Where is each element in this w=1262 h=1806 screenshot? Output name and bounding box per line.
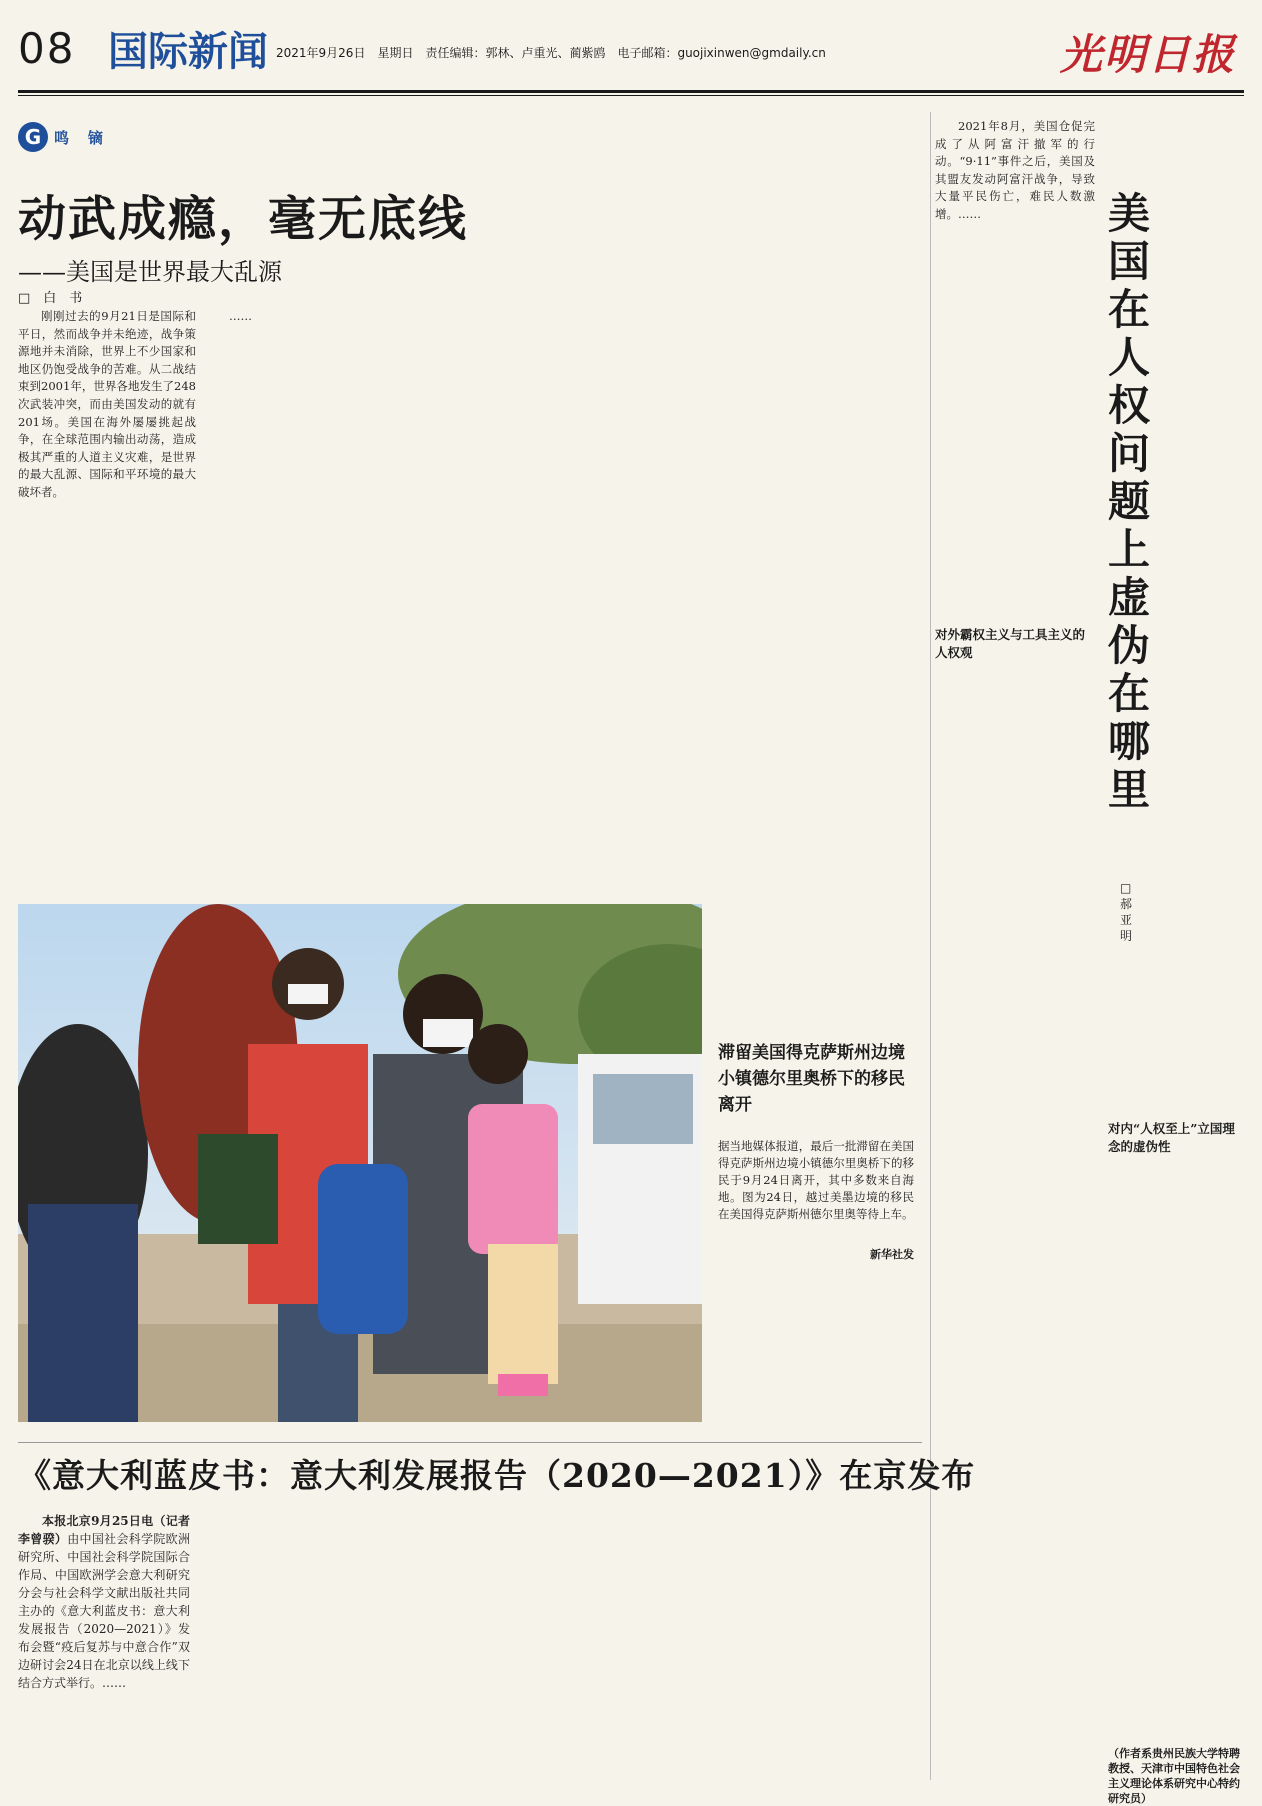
news-photo [18,904,702,1422]
main-body-column [206,308,384,842]
lead-text: 由中国社会科学院欧洲研究所、中国社会科学院国际合作局、中国欧洲学会意大利研究分会与社会科学文献出版社共同主办的《意大利蓝皮书：意大利发展报告（2020—2021）》发布会暨“疫后复苏与中意合作”双边研讨会24日在北京以线上线下结合方式举行。…… [18,1532,190,1690]
photo-illustration [18,904,702,1422]
header-rule-thin [18,95,1244,96]
section-divider [18,1442,922,1443]
bottom-headline: 《意大利蓝皮书：意大利发展报告（2020—2021）》在京发布 [18,1456,976,1495]
photo-credit: 新华社发 [870,1248,914,1261]
right-headline: 美国在人权问题上虚伪在哪里 [1108,189,1151,814]
main-byline: □ 白 书 [18,291,83,306]
main-headline: 动武成瘾，毫无底线 [18,191,469,247]
right-body-intro [935,118,1095,613]
right-byline: □ 郝亚明 [1120,881,1144,943]
main-body-column [18,308,196,842]
right-paragraph: 2021年8月，美国仓促完成了从阿富汗撤军的行动。“9·11”事件之后，美国及其盟友发动阿富汗战争，导致大量平民伤亡，难民人数激增。…… [935,119,1095,221]
bottom-paragraph [18,1512,190,1692]
photo-caption-title: 滞留美国得克萨斯州边境小镇德尔里奥桥下的移民离开 [718,1043,905,1115]
main-paragraph: 刚刚过去的9月21日是国际和平日，然而战争并未绝迹，战争策源地并未消除，世界上不少国家和地区仍饱受战争的苦难。从二战结束到2001年，世界各地发生了248次武装冲突，而由美国发动的就有201场。美国在海外屡屡挑起战争，在全球范围内输出动荡，造成极其严重的人道主义灾难，是世界的最大乱源、国际和平环境的最大破坏者。 [18,309,196,499]
main-subheadline: ——美国是世界最大乱源 [18,258,282,286]
page-number: 08 [18,24,76,73]
page-header [18,20,1244,92]
masthead-logo: 光明日报 [1059,30,1236,79]
photo-caption-body: 据当地媒体报道，最后一批滞留在美国得克萨斯州边境小镇德尔里奥桥下的移民于9月24日离开，其中多数来自海地。图为24日，越过美墨边境的移民在美国得克萨斯州德尔里奥等待上车。 [718,1139,914,1221]
author-note: （作者系贵州民族大学特聘教授、天津市中国特色社会主义理论体系研究中心特约研究员） [1108,1747,1240,1805]
dateline: 本报北京9月25日电（记者李曾骙） [18,1514,190,1546]
issue-meta: 2021年9月26日 星期日 责任编辑：郭林、卢重光、蔺紫鸥 电子邮箱：guojixinwen@gmdaily.cn [276,46,826,60]
column-name: 鸣 镝 [54,129,106,147]
right-subheading: 对内“人权至上”立国理念的虚伪性 [1108,1121,1235,1154]
bottom-body-column [18,1512,190,1784]
main-paragraph: …… [229,309,252,323]
column-tag [18,122,108,152]
section-title: 国际新闻 [108,29,268,75]
right-subheading: 对外霸权主义与工具主义的人权观 [935,627,1086,660]
column-logo-icon: G [18,122,48,152]
header-rule [18,90,1244,93]
column-divider [930,112,931,1780]
